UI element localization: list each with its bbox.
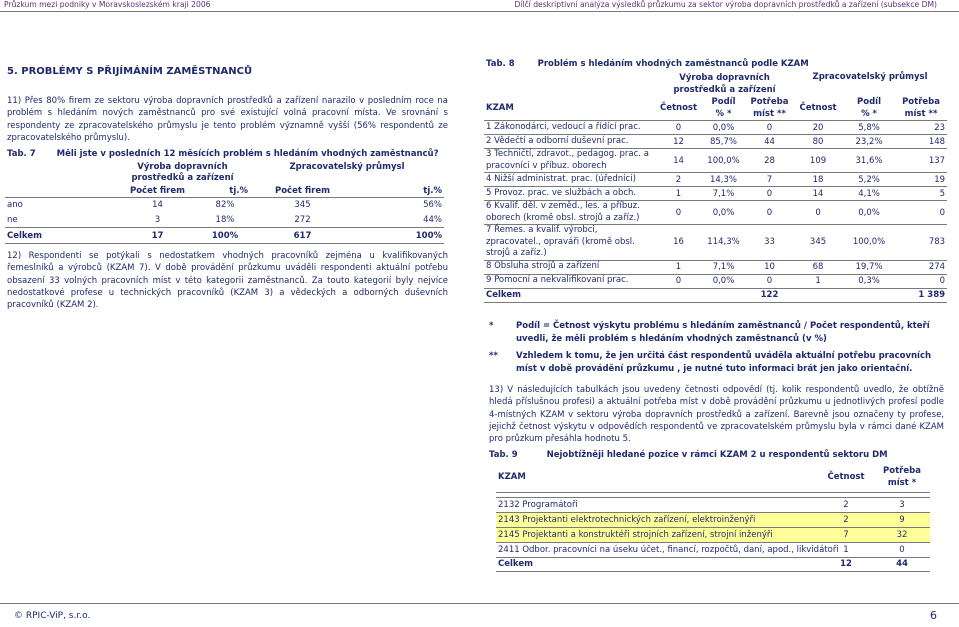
row-label: 2145 Projektanti a konstruktéři strojních zařízení, strojní inženýři xyxy=(496,527,818,542)
tab7-label: Tab. 7 xyxy=(7,149,36,159)
table-row xyxy=(496,542,930,557)
tab8-col-need1 xyxy=(746,96,793,121)
cell: 16 xyxy=(673,237,684,248)
tab9-col-kzam: KZAM xyxy=(498,471,526,482)
cell: 23,2% xyxy=(855,136,883,147)
cell: 0 xyxy=(766,207,773,218)
row-label: ne xyxy=(7,214,18,225)
cell: 33 xyxy=(764,237,775,248)
tab9-col-need xyxy=(874,462,930,492)
table-row xyxy=(496,512,930,527)
cell: 1 xyxy=(843,544,849,555)
page-header xyxy=(0,0,959,12)
cell: 100% xyxy=(211,230,239,241)
row-label: Celkem xyxy=(486,290,521,300)
cell: 3 xyxy=(154,214,161,225)
tab8-label: Tab. 8 xyxy=(486,59,515,69)
table-row xyxy=(484,274,947,288)
cell: 18 xyxy=(812,174,824,185)
cell: 18% xyxy=(215,214,235,225)
cell: 82% xyxy=(215,200,235,211)
cell: 23 xyxy=(934,122,946,133)
row-label: 9 Pomocní a nekvalifikovaní prac. xyxy=(486,275,629,286)
tab9-caption xyxy=(489,450,888,460)
cell: 0 xyxy=(766,188,773,199)
table-total-row xyxy=(496,557,930,571)
table-row xyxy=(484,260,947,274)
tab9-table xyxy=(496,462,930,572)
cell: 4,1% xyxy=(858,188,880,199)
table-row xyxy=(484,225,947,261)
tab8-title: Problém s hledáním vhodných zaměstnanců podle KZAM xyxy=(537,59,809,69)
row-label: Celkem xyxy=(7,230,42,241)
table-row xyxy=(496,527,930,542)
cell: 12 xyxy=(673,136,684,147)
cell: 7,1% xyxy=(712,262,735,272)
tab8-col-share1-label: Podíl xyxy=(711,97,736,107)
cell: 14,3% xyxy=(709,174,737,185)
table-row xyxy=(484,149,947,173)
tab8-col-share2-label: Podíl xyxy=(857,97,882,107)
table-row xyxy=(484,201,947,225)
cell: 44 xyxy=(896,559,908,569)
cell: 0 xyxy=(766,122,773,133)
page-number: 6 xyxy=(930,609,937,622)
cell: 44 xyxy=(764,136,775,147)
tab7-col-count2: Počet firem xyxy=(274,185,330,196)
tab8-col-need2 xyxy=(895,96,947,121)
cell: 10 xyxy=(764,262,775,272)
cell: 7 xyxy=(818,527,874,542)
cell: 109 xyxy=(809,155,827,166)
cell: 7 xyxy=(766,174,773,185)
row-label: 3 Techničtí, zdravot., pedagog. prac. a pracovníci v příbuz. oborech xyxy=(486,149,649,171)
cell: 1 xyxy=(815,276,821,286)
cell: 0,0% xyxy=(858,207,880,218)
tab8-col-share2-sub: % * xyxy=(861,109,877,119)
row-label: 1 Zákonodárci, vedoucí a řídící prac. xyxy=(486,121,641,132)
cell: 122 xyxy=(760,290,779,300)
tab7-table xyxy=(5,162,444,244)
table-row xyxy=(484,121,947,135)
tab8-col-need2-label: Potřeba xyxy=(902,97,940,107)
cell: 20 xyxy=(812,122,824,133)
footer-copyright: © RPIC-ViP, s.r.o. xyxy=(14,611,91,621)
table-total-row xyxy=(5,228,444,244)
section-title: 5. PROBLÉMY S PŘIJÍMÁNÍM ZAMĚSTNANCŮ xyxy=(7,66,253,77)
cell: 44% xyxy=(423,214,442,225)
cell: 5,8% xyxy=(858,122,880,133)
cell: 56% xyxy=(423,200,442,211)
cell: 19 xyxy=(934,174,946,185)
cell: 0 xyxy=(766,276,773,286)
cell: 5 xyxy=(939,188,946,199)
tab9-label: Tab. 9 xyxy=(489,450,518,460)
cell: 2 xyxy=(818,512,874,527)
cell: 9 xyxy=(874,512,930,527)
paragraph-13-text: 13) V následujících tabulkách jsou uvedeny četnosti odpovědí (tj. kolik respondentů uvedlo, že obtížně hledá příslušnou profesi) a aktuální potřeba míst v době provádění průzkumu u jednotlivých profesí podle 4-místných KZAM v sektoru výroba dopravních prostředků a zařízení. Barevně jsou označeny ty profese, jejichž četnost výskytu v odpovědích respondentů ve zpracovatelském průmyslu byla v rámci dané KZAM pro průzkum přesáhla hodnotu 5. xyxy=(489,385,944,445)
tab7-col-pct2: tj.% xyxy=(423,185,442,196)
row-label: 6 Kvalif. děl. v zeměd., les. a příbuz. oborech (kromě obsl. strojů a zaříz.) xyxy=(486,201,640,223)
cell: 0,0% xyxy=(712,207,735,218)
tab8-col-count2: Četnost xyxy=(799,103,837,113)
cell: 3 xyxy=(899,499,905,510)
cell: 0 xyxy=(939,207,946,218)
note-star2 xyxy=(489,350,944,375)
tab7-title: Měli jste v posledních 12 měsících problém s hledáním vhodných zaměstnanců? xyxy=(56,149,439,159)
row-label: Celkem xyxy=(498,559,533,569)
cell: 28 xyxy=(764,155,775,166)
cell: 12 xyxy=(840,559,852,569)
row-label: 2143 Projektanti elektrotechnických zařízení, elektroinženýři xyxy=(496,512,818,527)
paragraph-12 xyxy=(7,250,448,311)
note-star1-text: Podíl = Četnost výskytu problému s hledáním zaměstnanců / Počet respondentů, kteří uvedli, že měli problém s hledáním vhodných zaměstnanců (v %) xyxy=(516,321,930,344)
tab9-col-need-label: Potřeba xyxy=(883,465,921,476)
tab8-col-share1 xyxy=(701,96,746,121)
tab7-group1: Výroba dopravních prostředků a zařízení xyxy=(131,162,234,183)
table-row xyxy=(484,187,947,201)
cell: 783 xyxy=(928,237,946,248)
cell: 345 xyxy=(294,200,311,211)
cell: 19,7% xyxy=(855,262,883,272)
footer-divider xyxy=(0,603,959,604)
row-label: 2 Vědečtí a odborní duševní prac. xyxy=(486,135,629,146)
table-row xyxy=(484,173,947,187)
cell: 0 xyxy=(675,276,682,286)
cell: 32 xyxy=(874,527,930,542)
tab8-caption xyxy=(486,59,809,69)
cell: 1 xyxy=(675,188,682,199)
tab7-col-count1: Počet firem xyxy=(129,185,185,196)
header-right-text: Dílčí deskriptivní analýza výsledků průzkumu za sektor výroba dopravních prostředků a zařízení (subsekce DM) xyxy=(514,0,937,9)
cell: 1 389 xyxy=(918,290,946,300)
tab8-col-share1-sub: % * xyxy=(715,109,732,119)
note-star1 xyxy=(489,320,944,345)
cell: 0,3% xyxy=(858,276,880,286)
tab8-group2: Zpracovatelský průmysl xyxy=(812,72,928,82)
header-left-text: Průzkum mezi podniky v Moravskoslezském kraji 2006 xyxy=(4,0,211,9)
cell: 345 xyxy=(809,237,827,248)
cell: 31,6% xyxy=(855,155,883,166)
cell: 617 xyxy=(293,230,312,241)
row-label: 7 Řemes. a kvalif. výrobci, zpracovatel., opraváři (kromě obsl. strojů a zaříz.) xyxy=(486,225,635,258)
paragraph-11 xyxy=(7,95,448,144)
cell: 100,0% xyxy=(852,237,886,248)
tab8-col-share2 xyxy=(843,96,895,121)
row-label: 8 Obsluha strojů a zařízení xyxy=(486,261,600,272)
cell: 14 xyxy=(152,200,163,211)
tab8-col-need2-sub: míst ** xyxy=(904,109,938,119)
row-label: 2132 Programátoři xyxy=(498,499,578,510)
tab8-col-need1-label: Potřeba xyxy=(750,97,789,107)
cell: 7,1% xyxy=(712,188,735,199)
cell: 0 xyxy=(675,207,682,218)
cell: 0 xyxy=(675,122,682,133)
cell: 0 xyxy=(899,544,905,555)
row-label: 5 Provoz. prac. ve službách a obch. xyxy=(486,187,637,198)
tab7-col-pct1: tj.% xyxy=(229,185,248,196)
row-label: ano xyxy=(7,200,23,211)
cell: 100,0% xyxy=(707,155,740,166)
tab8-col-count1: Četnost xyxy=(659,103,698,113)
row-label: 2411 Odbor. pracovníci na úseku účet., financí, rozpočtů, daní, apod., likvidátoři xyxy=(498,544,839,555)
cell: 0 xyxy=(815,207,821,218)
cell: 272 xyxy=(294,214,311,225)
tab8-table xyxy=(484,72,947,303)
tab7-caption xyxy=(7,149,439,159)
row-label: 4 Nižší administrat. prac. (úředníci) xyxy=(486,173,636,184)
cell: 137 xyxy=(928,155,946,166)
cell: 148 xyxy=(928,136,946,147)
cell: 17 xyxy=(151,230,164,241)
paragraph-13 xyxy=(489,384,944,445)
cell: 2 xyxy=(843,499,849,510)
cell: 100% xyxy=(415,230,442,241)
tab8-col-need1-sub: míst ** xyxy=(753,109,786,119)
tab8-col-kzam: KZAM xyxy=(486,103,514,113)
table-row xyxy=(496,497,930,512)
cell: 2 xyxy=(675,174,682,185)
cell: 0,0% xyxy=(712,122,735,133)
tab8-group1: Výroba dopravních prostředků a zařízení xyxy=(673,73,776,95)
cell: 14 xyxy=(812,188,824,199)
table-row xyxy=(5,213,444,228)
table-row xyxy=(484,135,947,149)
cell: 114,3% xyxy=(707,237,740,248)
cell: 14 xyxy=(673,155,684,166)
cell: 80 xyxy=(812,136,824,147)
cell: 1 xyxy=(675,262,682,272)
tab7-group2: Zpracovatelský průmysl xyxy=(289,162,405,172)
table-row xyxy=(5,198,444,213)
paragraph-12-text: 12) Respondenti se potýkali s nedostatkem vhodných pracovníků zejména u kvalifikovaných řemeslníků a výrobců (KZAM 7). V době provádění průzkumu uváděli respondenti aktuální potřebu obsazení 33 volných pracovních míst v této kategorii zaměstnanců. Za touto kategorií byly nejvíce nedostatkové profese u technických pracovníků (KZAM 3) a vědeckých a odborných duševních pracovníků (KZAM 2). xyxy=(7,251,448,311)
cell: 68 xyxy=(812,262,824,272)
paragraph-11-text: 11) Přes 80% firem ze sektoru výroba dopravních prostředků a zařízení narazilo v posledním roce na problém s hledáním nových zaměstnanců pro své existující volná pracovní místa. Ve srovnání s respondenty ze zpracovatelského průmyslu je tento problém významně vyšší (56% respondentů ze zpracovatelského průmyslu). xyxy=(7,96,448,143)
cell: 0 xyxy=(939,276,946,286)
header-divider xyxy=(0,11,959,12)
tab9-col-need-sub: míst * xyxy=(887,477,917,488)
tab9-col-count: Četnost xyxy=(827,471,865,482)
note-star2-mark: ** xyxy=(489,351,498,361)
cell: 5,2% xyxy=(858,174,880,185)
tab9-title: Nejobtížněji hledané pozice v rámci KZAM 2 u respondentů sektoru DM xyxy=(546,450,888,460)
table-total-row xyxy=(484,288,947,302)
note-star2-text: Vzhledem k tomu, že jen určitá část respondentů uváděla aktuální potřebu pracovních míst v době provádění průzkumu , je nutné tuto informaci brát jen jako orientační. xyxy=(516,351,932,374)
cell: 274 xyxy=(928,262,946,272)
note-star1-mark: * xyxy=(489,321,494,331)
cell: 0,0% xyxy=(712,276,735,286)
cell: 85,7% xyxy=(709,136,737,147)
